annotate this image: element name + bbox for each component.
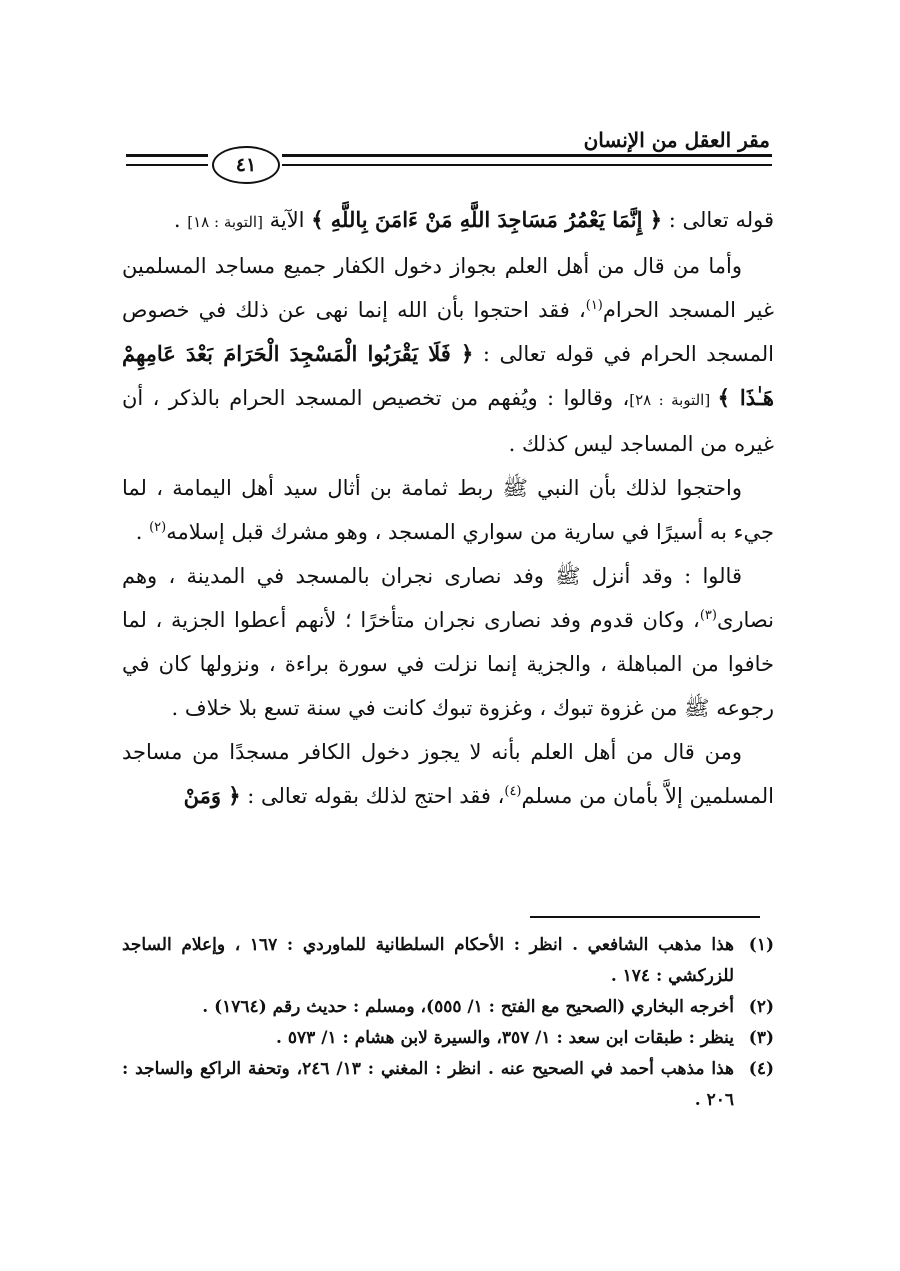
quran-verse-2: ﴿ فَلَا يَقْرَبُوا الْمَسْجِدَ الْحَرَامَ بَعْدَ عَامِهِمْ هَـٰذَا ﴾	[122, 341, 774, 410]
header-rule-right-top	[282, 154, 772, 157]
paragraph-2	[122, 244, 774, 466]
p3-text-2: .	[135, 520, 150, 544]
quran-verse-3: ﴿ وَمَنْ	[183, 783, 241, 808]
p2-text-3: ، وقالوا : ويُفهم من تخصيص المسجد الحرام بالذكر ، أن غيره من المساجد ليس كذلك .	[122, 386, 774, 456]
header-rule-left-bottom	[126, 164, 208, 166]
verse-reference-1: [التوبة : ١٨]	[187, 213, 263, 231]
footnotes	[122, 930, 774, 1116]
footnote-number: (١)	[748, 935, 774, 955]
paragraph-3	[122, 466, 774, 554]
paragraph-4	[122, 554, 774, 730]
header-rule-left-top	[126, 154, 208, 157]
p3-text-1: واحتجوا لذلك بأن النبي ﷺ ربط ثمامة بن أثال سيد أهل اليمامة ، لما جيء به أسيرًا في سارية من سواري المسجد ، وهو مشرك قبل إسلامه	[122, 476, 774, 544]
footnote-3	[122, 1023, 774, 1054]
page-number-value: ٤١	[235, 154, 257, 176]
footnote-divider	[530, 916, 760, 918]
p5-text-1: ومن قال من أهل العلم بأنه لا يجوز دخول الكافر مسجدًا من مساجد المسلمين إلاَّ بأمان من مسلم	[122, 740, 774, 808]
footnote-text: أخرجه البخاري (الصحيح مع الفتح : ١/ ٥٥٥)، ومسلم : حديث رقم (١٧٦٤) .	[202, 997, 734, 1017]
footnote-text: هذا مذهب الشافعي . انظر : الأحكام السلطانية للماوردي : ١٦٧ ، وإعلام الساجد للزركشي : ١٧٤ .	[122, 935, 735, 986]
p1-suffix: الآية	[262, 208, 312, 232]
header-rule-right-bottom	[282, 164, 772, 166]
footnote-marker-1[interactable]: (١)	[585, 298, 603, 313]
verse-reference-2: [التوبة : ٢٨]	[629, 391, 718, 409]
p4-text-2: ، وكان قدوم وفد نصارى نجران متأخرًا ؛ لأنهم أعطوا الجزية ، لما خافوا من المباهلة ، والجزية إنما نزلت في سورة براءة ، ونزولها كان في رجوعه ﷺ من غزوة تبوك ، وغزوة تبوك كانت في سنة تسع بلا خلاف .	[122, 608, 774, 720]
footnote-text: هذا مذهب أحمد في الصحيح عنه . انظر : المغني : ١٣/ ٢٤٦، وتحفة الراكع والساجد : ٢٠٦ .	[122, 1059, 734, 1110]
main-text	[122, 198, 774, 818]
footnote-number: (٣)	[748, 1028, 774, 1048]
footnote-marker-4[interactable]: (٤)	[504, 784, 522, 799]
paragraph-5	[122, 730, 774, 818]
p1-intro: قوله تعالى :	[662, 208, 774, 232]
footnote-marker-3[interactable]: (٣)	[699, 608, 717, 623]
quran-verse-1: ﴿ إِنَّمَا يَعْمُرُ مَسَاجِدَ اللَّهِ مَنْ ءَامَنَ بِاللَّهِ ﴾	[311, 207, 663, 232]
p5-text-2: ، فقد احتج لذلك بقوله تعالى :	[240, 784, 505, 808]
paragraph-1	[122, 198, 774, 244]
p2-text-1: وأما من قال من أهل العلم بجواز دخول الكفار جميع مساجد المسلمين غير المسجد الحرام	[122, 254, 774, 322]
p2-text-2: ، فقد احتجوا بأن الله إنما نهى عن ذلك في خصوص المسجد الحرام في قوله تعالى :	[122, 298, 774, 366]
footnote-text: ينظر : طبقات ابن سعد : ١/ ٣٥٧، والسيرة لابن هشام : ١/ ٥٧٣ .	[276, 1028, 734, 1048]
p1-end: .	[173, 208, 188, 232]
page-number	[212, 146, 280, 184]
footnote-number: (٤)	[748, 1059, 774, 1079]
footnote-1	[122, 930, 774, 992]
footnote-2	[122, 992, 774, 1023]
footnote-number: (٢)	[748, 997, 774, 1017]
footnote-marker-2[interactable]: (٢)	[149, 520, 167, 535]
running-title: مقر العقل من الإنسان	[583, 128, 770, 152]
p4-text-1: قالوا : وقد أنزل ﷺ وفد نصارى نجران بالمسجد في المدينة ، وهم نصارى	[122, 564, 774, 632]
footnote-4	[122, 1054, 774, 1116]
